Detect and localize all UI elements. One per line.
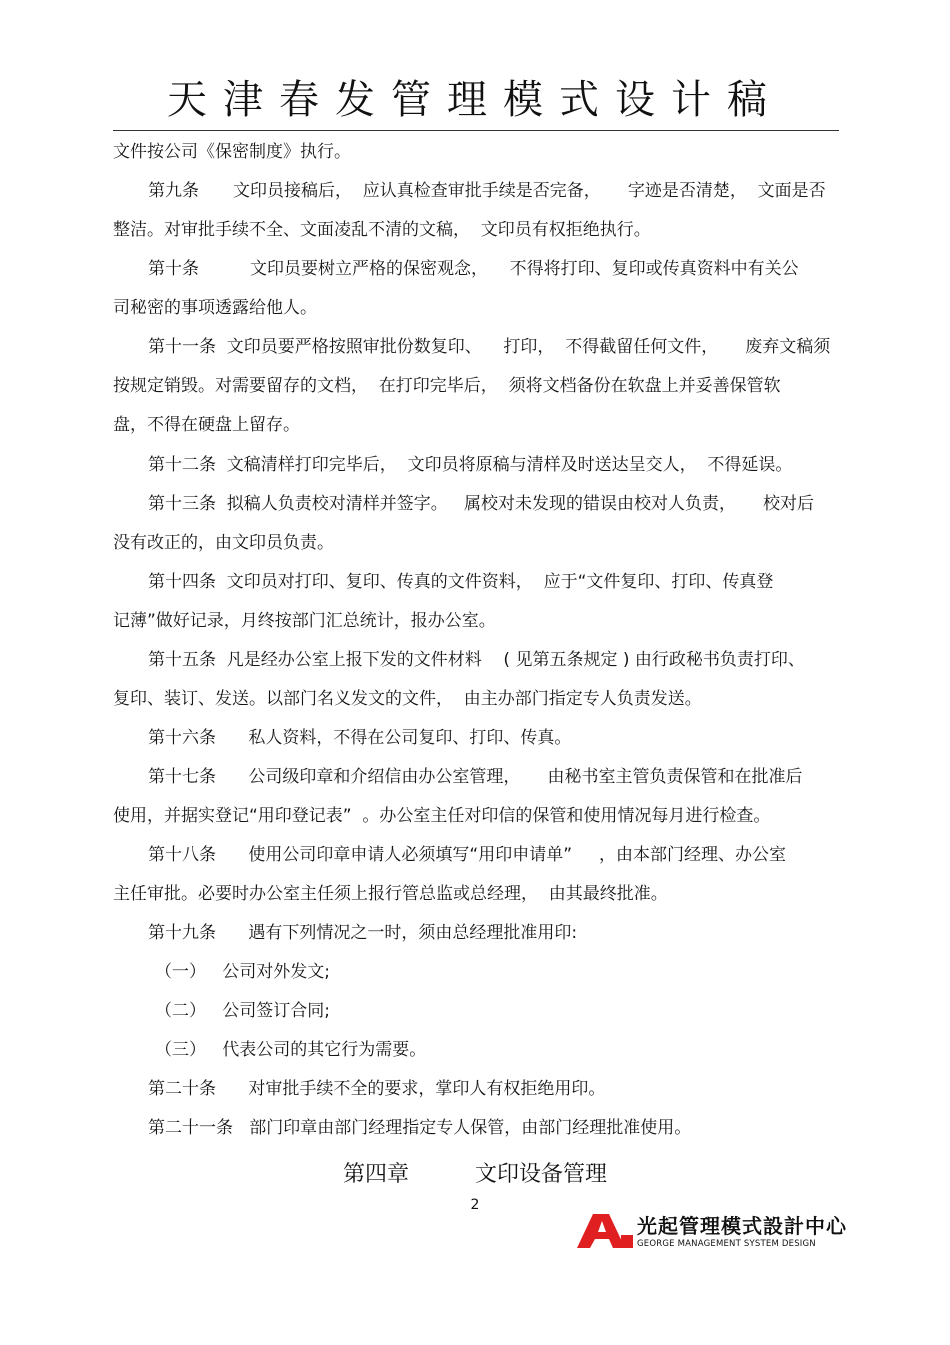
header-rule [113,130,839,131]
list-item: （三） 代表公司的其它行为需要。 [155,1040,427,1060]
body-line: 盘，不得在硬盘上留存。 [113,415,300,435]
body-line: 复印、装订、发送。以部门名义发文的文件， 由主办部门指定专人负责发送。 [113,689,702,709]
body-line: 按规定销毁。对需要留存的文档， 在打印完毕后， 须将文档备份在软盘上并妥善保管软 [113,376,781,396]
body-line: 第十六条 私人资料，不得在公司复印、打印、传真。 [148,728,572,748]
logo-name-cn: 光起管理模式設計中心 [637,1214,847,1238]
body-line: 第十七条 公司级印章和介绍信由办公室管理， 由秘书室主管负责保管和在批准后 [148,767,803,787]
list-item: （一） 公司对外发文; [155,962,330,982]
body-line: 记薄”做好记录，月终按部门汇总统计，报办公室。 [113,611,496,631]
page-number: 2 [470,1197,480,1213]
header-title: 天津春发管理模式设计稿 [167,77,783,123]
body-line: 第十条 文印员要树立严格的保密观念， 不得将打印、复印或传真资料中有关公 [148,259,799,279]
body-line: 使用，并据实登记“用印登记表” 。办公室主任对印信的保管和使用情况每月进行检查。 [113,806,771,826]
body-line: 没有改正的，由文印员负责。 [113,533,334,553]
body-line: 第十九条 遇有下列情况之一时，须由总经理批准用印: [148,923,578,943]
body-line: 第九条 文印员接稿后， 应认真检查审批手续是否完备， 字迹是否清楚， 文面是否 [148,181,826,201]
body-line: 第十八条 使用公司印章申请人必须填写“用印申请单” ，由本部门经理、办公室 [148,845,787,865]
logo-a-mark-icon [575,1213,635,1249]
body-line: 主任审批。必要时办公室主任须上报行管总监或总经理， 由其最终批准。 [113,884,668,904]
company-logo [575,1213,847,1253]
body-line: 整洁。对审批手续不全、文面凌乱不清的文稿， 文印员有权拒绝执行。 [113,220,651,240]
body-line: 第十四条 文印员对打印、复印、传真的文件资料， 应于“文件复印、打印、传真登 [148,572,774,592]
body-line: 第二十一条 部门印章由部门经理指定专人保管，由部门经理批准使用。 [148,1118,692,1138]
body-line: 第十一条 文印员要严格按照审批份数复印、 打印， 不得截留任何文件， 废弃文稿须 [148,337,831,357]
body-line: 第十二条 文稿清样打印完毕后， 文印员将原稿与清样及时送达呈交人， 不得延误。 [148,455,793,475]
body-line: 司秘密的事项透露给他人。 [113,298,317,318]
body-line: 第二十条 对审批手续不全的要求，掌印人有权拒绝用印。 [148,1079,606,1099]
list-item: （二） 公司签订合同; [155,1001,330,1021]
body-line: 第十三条 拟稿人负责校对清样并签字。 属校对未发现的错误由校对人负责， 校对后 [148,494,815,514]
body-line: 第十五条 凡是经办公室上报下发的文件材料 ( 见第五条规定 ) 由行政秘书负责打印、 [148,650,805,670]
logo-name-en: GEORGE MANAGEMENT SYSTEM DESIGN [637,1239,816,1249]
chapter-title: 第四章 文印设备管理 [343,1162,608,1187]
body-line: 文件按公司《保密制度》执行。 [113,142,351,162]
